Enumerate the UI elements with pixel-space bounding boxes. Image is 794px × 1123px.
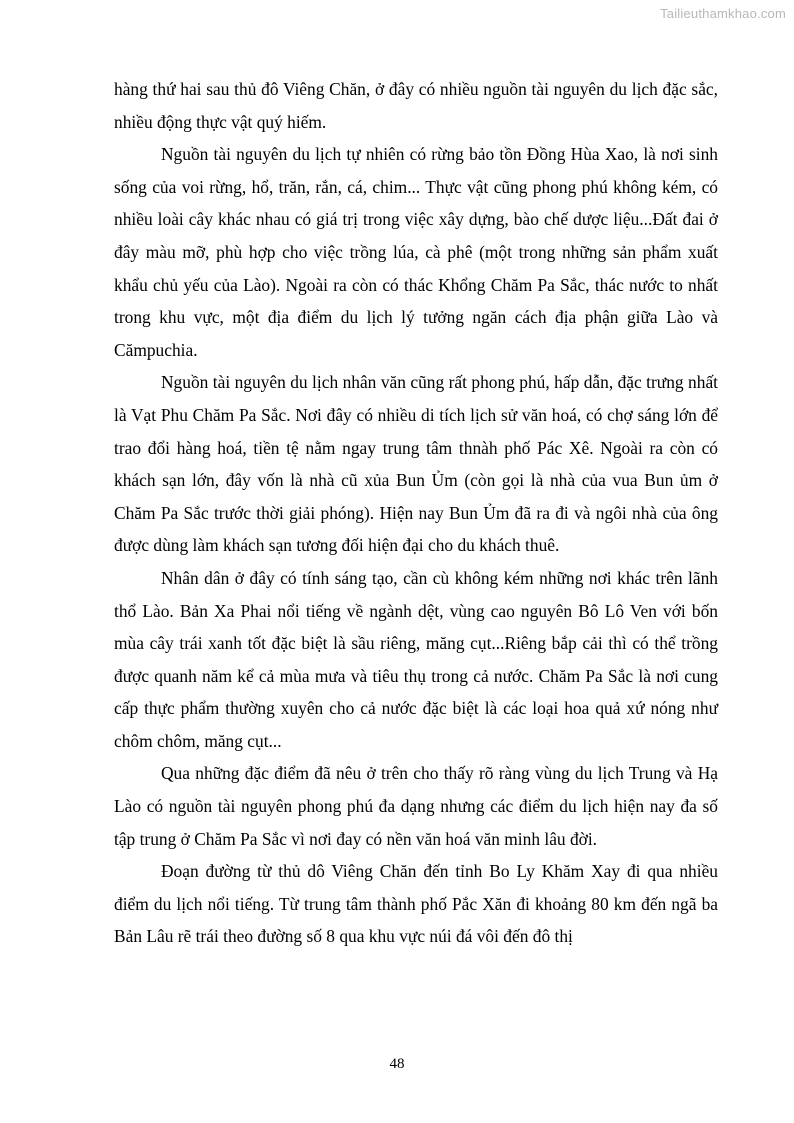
paragraph-1: hàng thứ hai sau thủ đô Viêng Chăn, ở đây có nhiều nguồn tài nguyên du lịch đặc sắc, nhiều động thực vật quý hiếm. [114, 79, 718, 132]
paragraph-4: Nhân dân ở đây có tính sáng tạo, cần cù không kém những nơi khác trên lãnh thổ Lào. Bản Xa Phai nổi tiếng về ngành dệt, vùng cao nguyên Bô Lô Ven với bốn mùa cây trái xanh tốt đặc biệt là sầu riêng, măng cụt...Riêng bắp cải thì có thể trồng được quanh năm kể cả mùa mưa và tiêu thụ trong cả nước. Chăm Pa Sắc là nơi cung cấp thực phẩm thường xuyên cho cả nước đặc biệt là các loại hoa quả xứ nóng như chôm chôm, măng cụt... [114, 567, 718, 751]
document-body [114, 73, 718, 953]
watermark-text: Tailieuthamkhao.com [660, 6, 786, 21]
paragraph-3: Nguồn tài nguyên du lịch nhân văn cũng rất phong phú, hấp dẫn, đặc trưng nhất là Vạt Phu Chăm Pa Sắc. Nơi đây có nhiều di tích lịch sử văn hoá, có chợ sáng lớn để trao đổi hàng hoá, tiền tệ nằm ngay trung tâm thnàh phố Pác Xê. Ngoài ra còn có khách sạn lớn, đây vốn là nhà cũ xủa Bun Ủm (còn gọi là nhà của vua Bun ủm ở Chăm Pa Sắc trước thời giải phóng). Hiện nay Bun Ủm đã ra đi và ngôi nhà của ông được dùng làm khách sạn tương đối hiện đại cho du khách thuê. [114, 372, 718, 556]
paragraph-5: Qua những đặc điểm đã nêu ở trên cho thấy rõ ràng vùng du lịch Trung và Hạ Lào có nguồn tài nguyên phong phú đa dạng nhưng các điểm du lịch hiện nay đa số tập trung ở Chăm Pa Sắc vì nơi đay có nền văn hoá văn minh lâu đời. [114, 763, 718, 849]
paragraph-6: Đoạn đường từ thủ dô Viêng Chăn đến tỉnh Bo Ly Khăm Xay đi qua nhiều điểm du lịch nổi tiếng. Từ trung tâm thành phố Pắc Xăn đi khoảng 80 km đến ngã ba Bản Lâu rẽ trái theo đường số 8 qua khu vực núi đá vôi đến đô thị [114, 861, 718, 947]
paragraph-2: Nguồn tài nguyên du lịch tự nhiên có rừng bảo tồn Đồng Hùa Xao, là nơi sinh sống của voi rừng, hổ, trăn, rắn, cá, chim... Thực vật cũng phong phú không kém, có nhiều loài cây khác nhau có giá trị trong việc xây dựng, bào chế dược liệu...Đất đai ở đây màu mỡ, phù hợp cho việc trồng lúa, cà phê (một trong những sản phẩm xuất khẩu chủ yếu của Lào). Ngoài ra còn có thác Khổng Chăm Pa Sắc, thác nước to nhất trong khu vực, một địa điểm du lịch lý tưởng ngăn cách địa phận giữa Lào và Cămpuchia. [114, 144, 718, 360]
page-number: 48 [389, 1056, 405, 1072]
